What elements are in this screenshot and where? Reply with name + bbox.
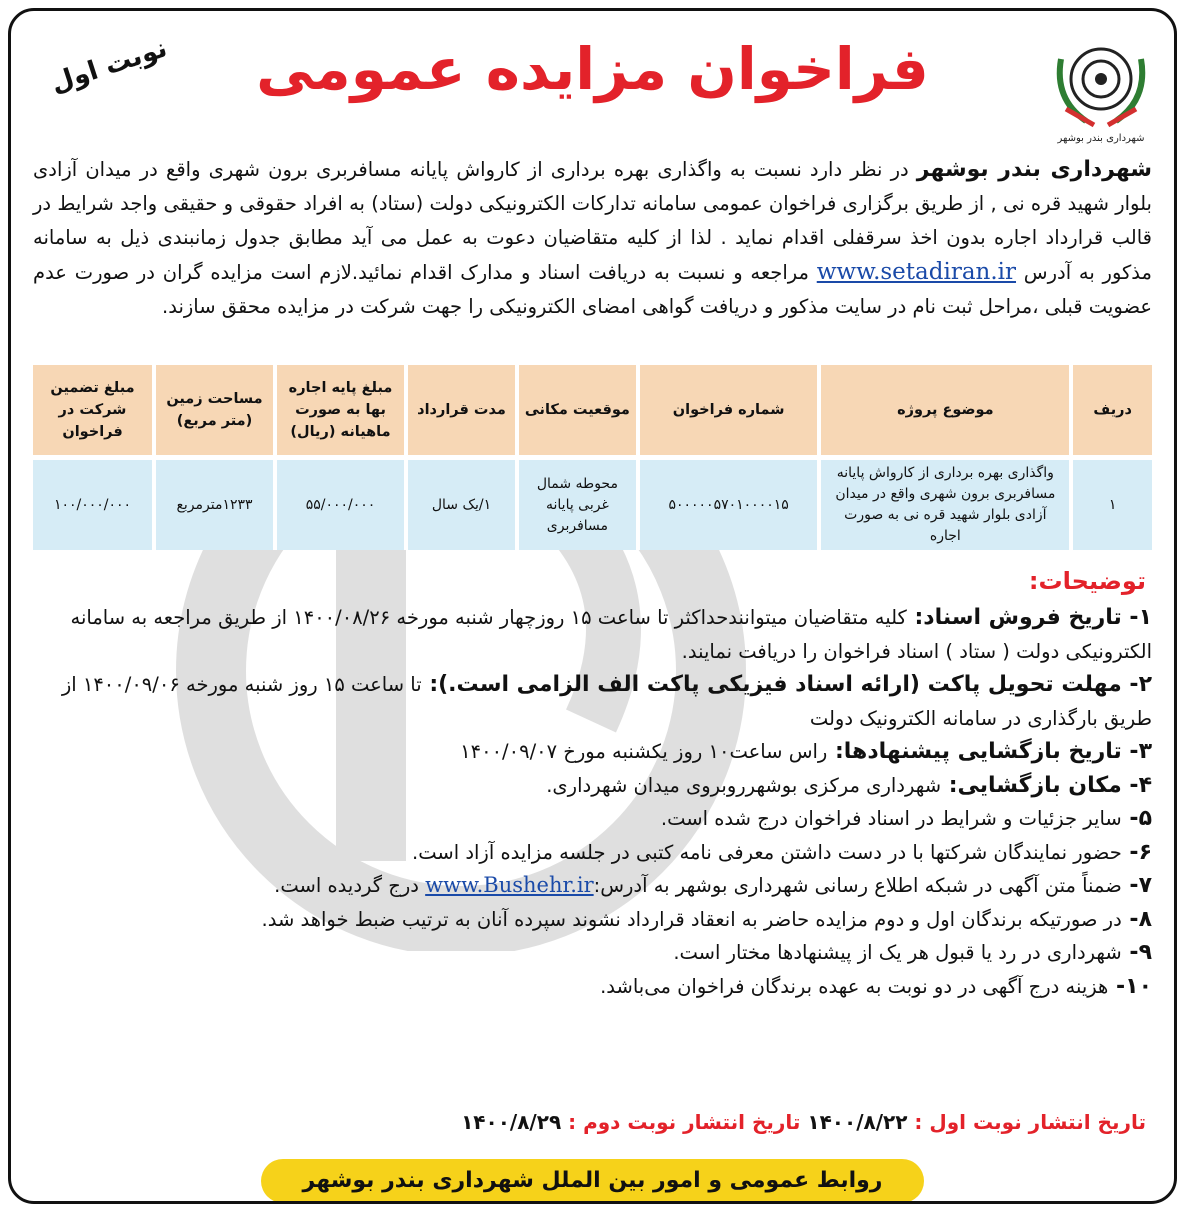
setadiran-link[interactable]: www.setadiran.ir: [816, 259, 1017, 285]
header-tender-number: شماره فراخوان: [638, 365, 819, 458]
note-label: تاریخ بازگشایی پیشنهادها:: [827, 739, 1122, 764]
bushehr-link[interactable]: www.Bushehr.ir: [425, 873, 594, 897]
header-base-rent: مبلغ پایه اجاره بها به صورت ماهیانه (ریال): [275, 365, 406, 458]
header-row-number: دریف: [1071, 365, 1152, 458]
cell-guarantee-amount: ۱۰۰/۰۰۰/۰۰۰: [33, 458, 154, 551]
intro-org: شهرداری بندر بوشهر: [916, 157, 1152, 182]
note-number: ۱-: [1121, 605, 1152, 630]
table-header-row: [33, 365, 1152, 458]
list-item: [33, 802, 1152, 836]
list-item: [33, 836, 1152, 870]
cell-tender-number: ۵۰۰۰۰۰۵۷۰۱۰۰۰۰۱۵: [638, 458, 819, 551]
cell-base-rent: ۵۵/۰۰۰/۰۰۰: [275, 458, 406, 551]
note-number: ۱۰-: [1108, 973, 1152, 999]
list-item: [33, 869, 1152, 903]
cell-project-subject: واگذاری بهره برداری از کارواش پایانه مسافربری برون شهری واقع در میدان آزادی بلوار شهید قره نی به صورت اجاره: [819, 458, 1071, 551]
intro-text-1: در نظر دارد نسبت به واگذاری بهره برداری از کارواش پایانه مسافربری برون شهری واقع در میدان آزادی بلوار شهید قره نی , از طریق برگزاری فراخوان عمومی سامانه تدارکات الکترونیکی دولت (ستاد) به افراد حقوقی و حقیقی واجد شرایط در قالب قرارداد اجاره بدون اخذ سرقفلی اقدام نماید . لذا از کلیه متقاضیان دعوت به عمل می آید مطابق جدول زمانبندی ذیل به سامانه مذکور به آدرس: [33, 158, 1152, 284]
header-project-subject: موضوع پروژه: [819, 365, 1071, 458]
note-text: کلیه متقاضیان میتوانندحداکثر تا ساعت ۱۵ روزچهار شنبه مورخه ۱۴۰۰/۰۸/۲۶ از طریق مراجعه به سامانه الکترونیکی دولت ( ستاد ) اسناد فراخوان را دریافت نمایند.: [70, 606, 1152, 663]
list-item: [33, 936, 1152, 970]
page-title: فراخوان مزایده عمومی: [256, 35, 929, 103]
second-publication-label: تاریخ انتشار نوبت دوم :: [561, 1110, 808, 1134]
second-publication-date: ۱۴۰۰/۸/۲۹: [461, 1110, 562, 1134]
note-text: سایر جزئیات و شرایط در اسناد فراخوان درج شده است.: [660, 807, 1122, 830]
note-label: مکان بازگشایی:: [941, 772, 1122, 798]
note-number: ۸-: [1121, 906, 1152, 932]
list-item: [33, 970, 1152, 1004]
list-item: [33, 903, 1152, 937]
note-number: ۷-: [1121, 873, 1152, 898]
emblem-caption: شهرداری بندر بوشهر: [1057, 133, 1145, 144]
note-text: راس ساعت۱۰ روز یکشنبه مورخ ۱۴۰۰/۰۹/۰۷: [460, 740, 828, 763]
notes-title: توضیحات:: [1028, 567, 1146, 595]
note-text: شهرداری در رد یا قبول هر یک از پیشنهادها مختار است.: [673, 941, 1122, 964]
note-number: ۳-: [1121, 739, 1152, 764]
note-text: هزینه درج آگهی در دو نوبت به عهده برندگان فراخوان می‌باشد.: [600, 974, 1109, 998]
notes-list: [33, 601, 1152, 1003]
cell-contract-duration: ۱/یک سال: [406, 458, 517, 551]
note-text-after: درج گردیده است.: [274, 874, 426, 897]
tender-table: [33, 365, 1152, 550]
notice-frame: [8, 8, 1177, 1204]
list-item: [33, 668, 1152, 735]
publication-dates: [461, 1110, 1146, 1134]
table-row: [33, 458, 1152, 551]
list-item: [33, 735, 1152, 769]
list-item: [33, 769, 1152, 803]
note-text: شهرداری مرکزی بوشهرروبروی میدان شهرداری.: [546, 773, 942, 797]
note-text: حضور نمایندگان شرکتها با در دست داشتن معرفی نامه کتبی در جلسه مزایده آزاد است.: [412, 840, 1122, 864]
round-label: نوبت اول: [47, 33, 171, 99]
note-label: مهلت تحویل پاکت (ارائه اسناد فیزیکی پاکت الف الزامی است.):: [421, 672, 1122, 697]
note-text: در صورتیکه برندگان اول و دوم مزایده حاضر به انعقاد قرارداد نشوند سپرده آنان به ترتیب ضبط خواهد شد.: [261, 907, 1122, 931]
intro-paragraph: [33, 153, 1152, 324]
cell-land-area: ۱۲۳۳مترمربع: [154, 458, 275, 551]
note-number: ۹-: [1121, 940, 1152, 965]
note-number: ۴-: [1121, 772, 1152, 798]
intro-text-2: مراجعه و نسبت به دریافت اسناد و مدارک اقدام نمائید.لازم است مزایده گران در صورت عدم عضویت قبلی ،مراحل ثبت نام در سایت مذکور و دریافت گواهی امضای الکترونیکی را جهت شرکت در مزایده محقق سازند.: [33, 261, 1152, 318]
note-text: ضمناً متن آگهی در شبکه اطلاع رسانی شهرداری بوشهر به آدرس:: [593, 874, 1122, 897]
header-land-area: مساحت زمین (متر مربع): [154, 365, 275, 458]
note-number: ۶-: [1121, 839, 1152, 865]
note-text: تا ساعت ۱۵ روز شنبه مورخه ۱۴۰۰/۰۹/۰۶ از طریق بارگذاری در سامانه الکترونیک دولت: [61, 673, 1152, 730]
list-item: [33, 601, 1152, 668]
note-label: تاریخ فروش اسناد:: [906, 605, 1122, 630]
header-guarantee-amount: مبلغ تضمین شرکت در فراخوان: [33, 365, 154, 458]
note-number: ۵-: [1121, 806, 1152, 831]
note-number: ۲-: [1121, 672, 1152, 697]
header-location: موقعیت مکانی: [517, 365, 638, 458]
first-publication-label: تاریخ انتشار نوبت اول :: [907, 1110, 1146, 1134]
header-contract-duration: مدت قرارداد: [406, 365, 517, 458]
cell-location: محوطه شمال غربی پایانه مسافربری: [517, 458, 638, 551]
cell-row-number: ۱: [1071, 458, 1152, 551]
first-publication-date: ۱۴۰۰/۸/۲۲: [807, 1110, 908, 1134]
footer-banner: روابط عمومی و امور بین الملل شهرداری بندر بوشهر: [261, 1159, 924, 1203]
